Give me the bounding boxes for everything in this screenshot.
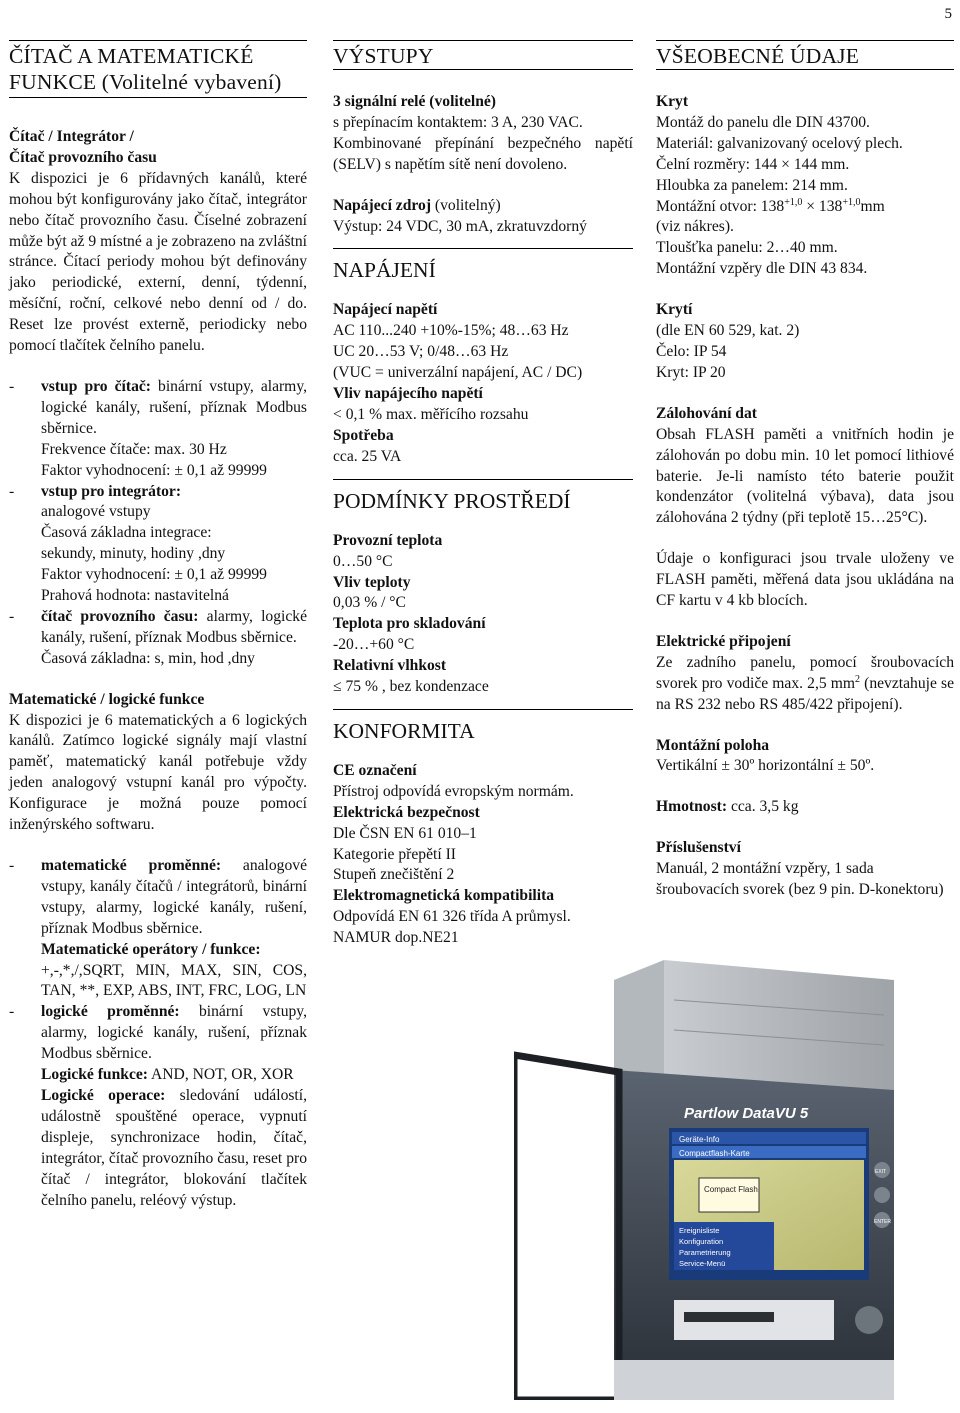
- consumption-line: cca. 25 VA: [333, 447, 402, 465]
- up-button: [874, 1187, 890, 1203]
- relay-note: Kombinované přepínání bezpečného napětí (SELV) s napětím sítě není dovoleno.: [333, 134, 633, 173]
- connector-port: [855, 1306, 883, 1334]
- list-item: - vstup pro čítač: binární vstupy, alarmy, logické kanály, rušení, příznak Modbus sběrnice. Frekvence čítače: max. 30 Hz Faktor vyhodnocení: ± 0,1 až 99999: [9, 377, 307, 482]
- optemp-line: 0…50 °C: [333, 552, 393, 570]
- humidity-line: ≤ 75 % , bez kondenzace: [333, 678, 489, 696]
- voltage-line: AC 110...240 +10%-15%; 48…63 Hz: [333, 322, 569, 340]
- safety-title: Elektrická bezpečnost: [333, 803, 480, 821]
- counter-title: Čítač / Integrátor / Čítač provozního času: [9, 128, 157, 166]
- case-title: Kryt: [656, 93, 689, 110]
- ce-line: Přístroj odpovídá evropským normám.: [333, 782, 574, 800]
- backup-title: Zálohování dat: [656, 404, 757, 422]
- protection-line: Čelo: IP 54: [656, 342, 727, 360]
- screen-menu-item: Ereignisliste: [679, 1226, 720, 1235]
- tempinf-line: 0,03 % / °C: [333, 594, 406, 612]
- relay-title: 3 signální relé (volitelné): [333, 93, 496, 110]
- voltage-line: (VUC = univerzální napájení, AC / DC): [333, 364, 583, 382]
- connection-title: Elektrické připojení: [656, 632, 791, 650]
- math-variables-list: [9, 856, 307, 1211]
- section-heading-outputs: VÝSTUPY: [333, 40, 633, 70]
- accessories-text: Manuál, 2 montážní vzpěry, 1 sada šroubovacích svorek (bez 9 pin. D-konektoru): [656, 860, 944, 899]
- card-slot: [684, 1312, 774, 1322]
- list-item: - matematické proměnné: analogové vstupy, kanály čítačů / integrátorů, binární vstupy, alarmy, logické kanály, rušení, příznak Modbus sběrnice. Matematické operátory / funkce: +,-,*,/,SQRT, MIN, MAX, SIN, COS, TAN, **, EXP, ABS, INT, FRC, LOG, LN: [9, 856, 307, 1002]
- case-line: Čelní rozměry: 144 × 144 mm.: [656, 155, 850, 173]
- column-counter-math: [9, 40, 307, 1211]
- protection-line: Kryt: IP 20: [656, 363, 726, 381]
- tempinf-title: Vliv teploty: [333, 573, 411, 591]
- counter-description: K dispozici je 6 přídavných kanálů, které mohou být konfigurovány jako čítač, integrátor nebo čítač provozního času. Číselné zobrazení může být až 9 místné a je zobrazeno na zvláštní stránce. Čítací periody mohou být definovány jako periodické, externí, denní, týdenní, měsíční, roční, celkové nebo denní od / do. Reset lze provést externě, periodicky nebo pomocí tlačítek čelního panelu.: [9, 169, 307, 355]
- storage-title: Teplota pro skladování: [333, 615, 486, 633]
- case-line: Hloubka za panelem: 214 mm.: [656, 176, 848, 194]
- relay-spec: s přepínacím kontaktem: 3 A, 230 VAC.: [333, 113, 583, 131]
- section-heading-counter: ČÍTAČ A MATEMATICKÉ FUNKCE (Volitelné vybavení): [9, 40, 307, 98]
- case-line: Montážní vzpěry dle DIN 43 834.: [656, 260, 868, 278]
- emc-line: Odpovídá EN 61 326 třída A průmysl.: [333, 908, 571, 926]
- list-item: - čítač provozního času: alarmy, logické kanály, rušení, příznak Modbus sběrnice. Časová základna: s, min, hod ,dny: [9, 607, 307, 670]
- case-line: (viz nákres).: [656, 218, 734, 236]
- screen-menu-item: Service-Menü: [679, 1259, 726, 1268]
- section-heading-power: NAPÁJENÍ: [333, 248, 633, 283]
- column-general-data: [656, 40, 954, 901]
- emc-line: NAMUR dop.NE21: [333, 929, 459, 947]
- protection-title: Krytí: [656, 301, 693, 319]
- voltage-line: UC 20…53 V; 0/48…63 Hz: [333, 343, 509, 361]
- math-description: K dispozici je 6 matematických a 6 logických kanálů. Zatímco logické signály mají vlastní paměť, matematický kanál potřebuje vždy jeden analogový vstupní kanál pro výpočty. Konfigurace je možná pouze pomocí inženýrského softwaru.: [9, 711, 307, 834]
- accessories-title: Příslušenství: [656, 839, 741, 857]
- math-title: Matematické / logické funkce: [9, 690, 205, 708]
- emc-title: Elektromagnetická kompatibilita: [333, 887, 555, 905]
- screen-menu-item: Parametrierung: [679, 1248, 731, 1257]
- backup-text: Obsah FLASH paměti a vnitřních hodin je zálohován po dobu min. 10 let pomocí lithiové baterie. Je-li namísto této baterie použit kondenzátor (volitelná výbava), data jsou zálohována 2 týdny (při teplotě 15…25°C).: [656, 425, 954, 527]
- list-item: - vstup pro integrátor: analogové vstupy Časová základna integrace: sekundy, minuty, hodiny ,dny Faktor vyhodnocení: ± 0,1 až 99999 Prahová hodnota: nastavitelná: [9, 482, 307, 607]
- column-outputs-power: [333, 40, 633, 949]
- device-photo: [514, 960, 894, 1400]
- influence-title: Vliv napájecího napětí: [333, 385, 483, 403]
- config-text: Údaje o konfiguraci jsou trvale uloženy ve FLASH paměti, měřená data jsou ukládána na CF kartu v 4 kb blocích.: [656, 550, 954, 610]
- supply-spec: Výstup: 24 VDC, 30 mA, zkratuvzdorný: [333, 217, 587, 235]
- brand-label: Partlow DataVU 5: [684, 1105, 809, 1122]
- section-heading-general: VŠEOBECNÉ ÚDAJE: [656, 40, 954, 70]
- screen-menu-item: Konfiguration: [679, 1237, 724, 1246]
- humidity-title: Relativní vlhkost: [333, 657, 447, 675]
- list-item: - logické proměnné: binární vstupy, alarmy, logické kanály, rušení, příznak Modbus sběrnice. Logické funkce: AND, NOT, OR, XOR Logické operace: sledování událostí, událostně spouštěné operace, vypnutí displeje, synchronizace hodin, čítač, integrátor, čítač provozního času, reset pro čítač / integrátor, blokování tlačítek čelního panelu, reléový výstup.: [9, 1002, 307, 1211]
- case-line: Materiál: galvanizovaný ocelový plech.: [656, 134, 903, 152]
- supply-title: Napájecí zdroj (volitelný): [333, 196, 501, 214]
- exit-button-label: EXIT: [875, 1169, 887, 1175]
- consumption-title: Spotřeba: [333, 426, 394, 444]
- protection-line: (dle EN 60 529, kat. 2): [656, 322, 800, 340]
- storage-line: -20…+60 °C: [333, 636, 415, 654]
- weight-line: Hmotnost: cca. 3,5 kg: [656, 798, 799, 816]
- position-title: Montážní poloha: [656, 736, 770, 754]
- counter-inputs-list: [9, 377, 307, 670]
- screen-popup: Compact Flash: [704, 1185, 758, 1194]
- enter-button-label: ENTER: [874, 1219, 891, 1225]
- safety-line: Dle ČSN EN 61 010–1: [333, 824, 477, 842]
- case-line: Montáž do panelu dle DIN 43700.: [656, 113, 870, 131]
- screen-menu-item: Compactflash-Karte: [679, 1149, 750, 1158]
- ce-title: CE označení: [333, 761, 417, 779]
- safety-line: Kategorie přepětí II: [333, 845, 456, 863]
- safety-line: Stupeň znečištění 2: [333, 866, 455, 884]
- case-line-cutout: Montážní otvor: $138^{+1,0} \times 138^{+1,0}mm$: [656, 196, 885, 215]
- connection-text: Ze zadního panelu, pomocí šroubovacích svorek pro vodiče max. 2,5 $mm^2$ (nevztahuje se na RS 232 nebo RS 485/422 připojení).: [656, 653, 954, 713]
- voltage-title: Napájecí napětí: [333, 301, 438, 319]
- case-line: Tloušťka panelu: 2…40 mm.: [656, 239, 838, 257]
- position-line: Vertikální ± 30º horizontální ± 50º.: [656, 757, 875, 775]
- optemp-title: Provozní teplota: [333, 531, 443, 549]
- influence-line: < 0,1 % max. měřícího rozsahu: [333, 405, 529, 423]
- section-heading-conformity: KONFORMITA: [333, 709, 633, 744]
- screen-menu-item: Geräte-Info: [679, 1135, 720, 1144]
- section-heading-environment: PODMÍNKY PROSTŘEDÍ: [333, 479, 633, 514]
- page-number: 5: [944, 6, 952, 22]
